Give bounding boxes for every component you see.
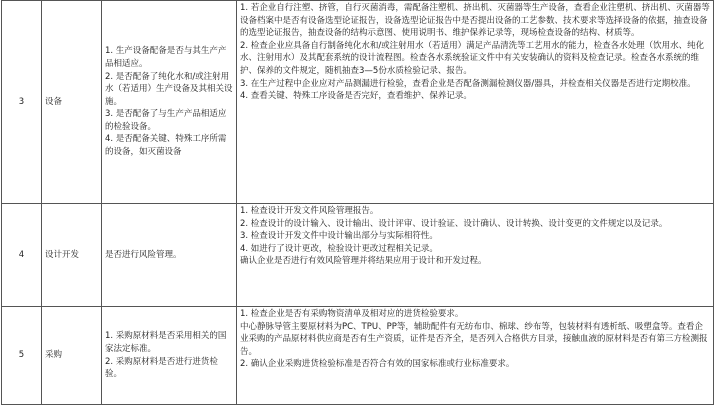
inspection-table xyxy=(1,0,714,405)
method-text: 2. 检查企业应具备自行制备纯化水和/或注射用水（若适用）满足产品清洗等工艺用水的能力，检查各水处理（饮用水、纯化水、注射用水）及其配套系统的设计流程图。检查各水系统验证文件中有关安装确认的资料及检查记录。检查各水系统的维护、保养的文件规定，随机抽查3—5份水质检验记录、报告。 xyxy=(240,40,705,76)
requirement-text: 1. 生产设备配备是否与其生产产品相适应。 xyxy=(105,46,227,69)
requirement-cell xyxy=(102,307,237,405)
row-number: 5 xyxy=(2,307,42,405)
requirement-text: 2. 是否配备了纯化水和/或注射用水（若适用）生产设备及其相关设施。 xyxy=(105,71,233,107)
method-cell xyxy=(237,204,714,307)
item-name: 设计开发 xyxy=(42,204,102,307)
item-name: 采购 xyxy=(42,307,102,405)
method-text: 2. 检查设计的设计输入、设计输出、设计评审、设计验证、设计确认、设计转换、设计变更的文件规定以及记录。 xyxy=(240,218,668,229)
row-number: 3 xyxy=(2,1,42,204)
method-cell xyxy=(237,1,714,204)
requirement-cell xyxy=(102,204,237,307)
requirement-cell xyxy=(102,1,237,204)
method-text: 4. 查看关键、特殊工序设备是否完好，查看维护、保养记录。 xyxy=(240,91,472,102)
row-number: 4 xyxy=(2,204,42,307)
method-text: 1. 检查企业是否有采购物资清单及相对应的进货检验要求。 xyxy=(240,309,464,319)
requirement-text: 是否进行风险管理。 xyxy=(105,249,182,260)
method-cell xyxy=(237,307,714,405)
method-text: 3. 检查设计开发文件中设计输出部分与实际相符性。 xyxy=(240,231,438,242)
requirement-text: 2. 采购原材料是否进行进货检验。 xyxy=(105,356,218,380)
method-text: 确认企业是否进行有效风险管理并将结果应用于设计和开发过程。 xyxy=(240,256,487,267)
table-row xyxy=(2,1,714,204)
requirement-text: 1. 采购原材料是否采用相关的国家法定标准。 xyxy=(105,331,227,354)
method-text: 2. 确认企业采购进货检验标准是否符合有效的国家标准或行业标准要求。 xyxy=(240,359,515,370)
requirement-text: 3. 是否配备了与生产产品相适应的检验设备。 xyxy=(105,109,227,132)
method-text: 1. 若企业自行注塑、挤管，自行灭菌消毒，需配备注塑机、挤出机、灭菌器等生产设备，查看企业注塑机、挤出机、灭菌器等设备档案中是否有设备选型论证报告，设备选型论证报告中是否提出设备的工艺参数、技术要求等选择设备的依据，抽查设备的选型论证报告，抽查设备的结构示意图、使用说明书、维护保养记录等，现场检查设备的结构、材质等。 xyxy=(240,3,710,39)
method-text: 4. 如进行了设计更改，检验设计更改过程相关记录。 xyxy=(240,243,438,254)
method-text: 1. 检查设计开发文件风险管理报告。 xyxy=(240,206,379,216)
table-row xyxy=(2,204,714,307)
method-text: 3. 在生产过程中企业应对产品测漏进行检验，查看企业是否配备测漏检测仪器/器具，并检查相关仪器是否进行定期校准。 xyxy=(240,78,696,89)
requirement-text: 4. 是否配备关键、特殊工序所需的设备，如灭菌设备 xyxy=(105,134,227,158)
item-name: 设备 xyxy=(42,1,102,204)
table-row xyxy=(2,307,714,405)
method-text: 中心静脉导管主要原材料为PC、TPU、PP等，辅助配件有无纺布巾、棉球、纱布等，包装材料有透析纸、吸塑盒等。查看企业采购的产品原材料供应商是否有生产资质，证件是否齐全，是否列入合格供方目录，接触血液的原材料是否有第三方检测报告。 xyxy=(240,321,708,357)
